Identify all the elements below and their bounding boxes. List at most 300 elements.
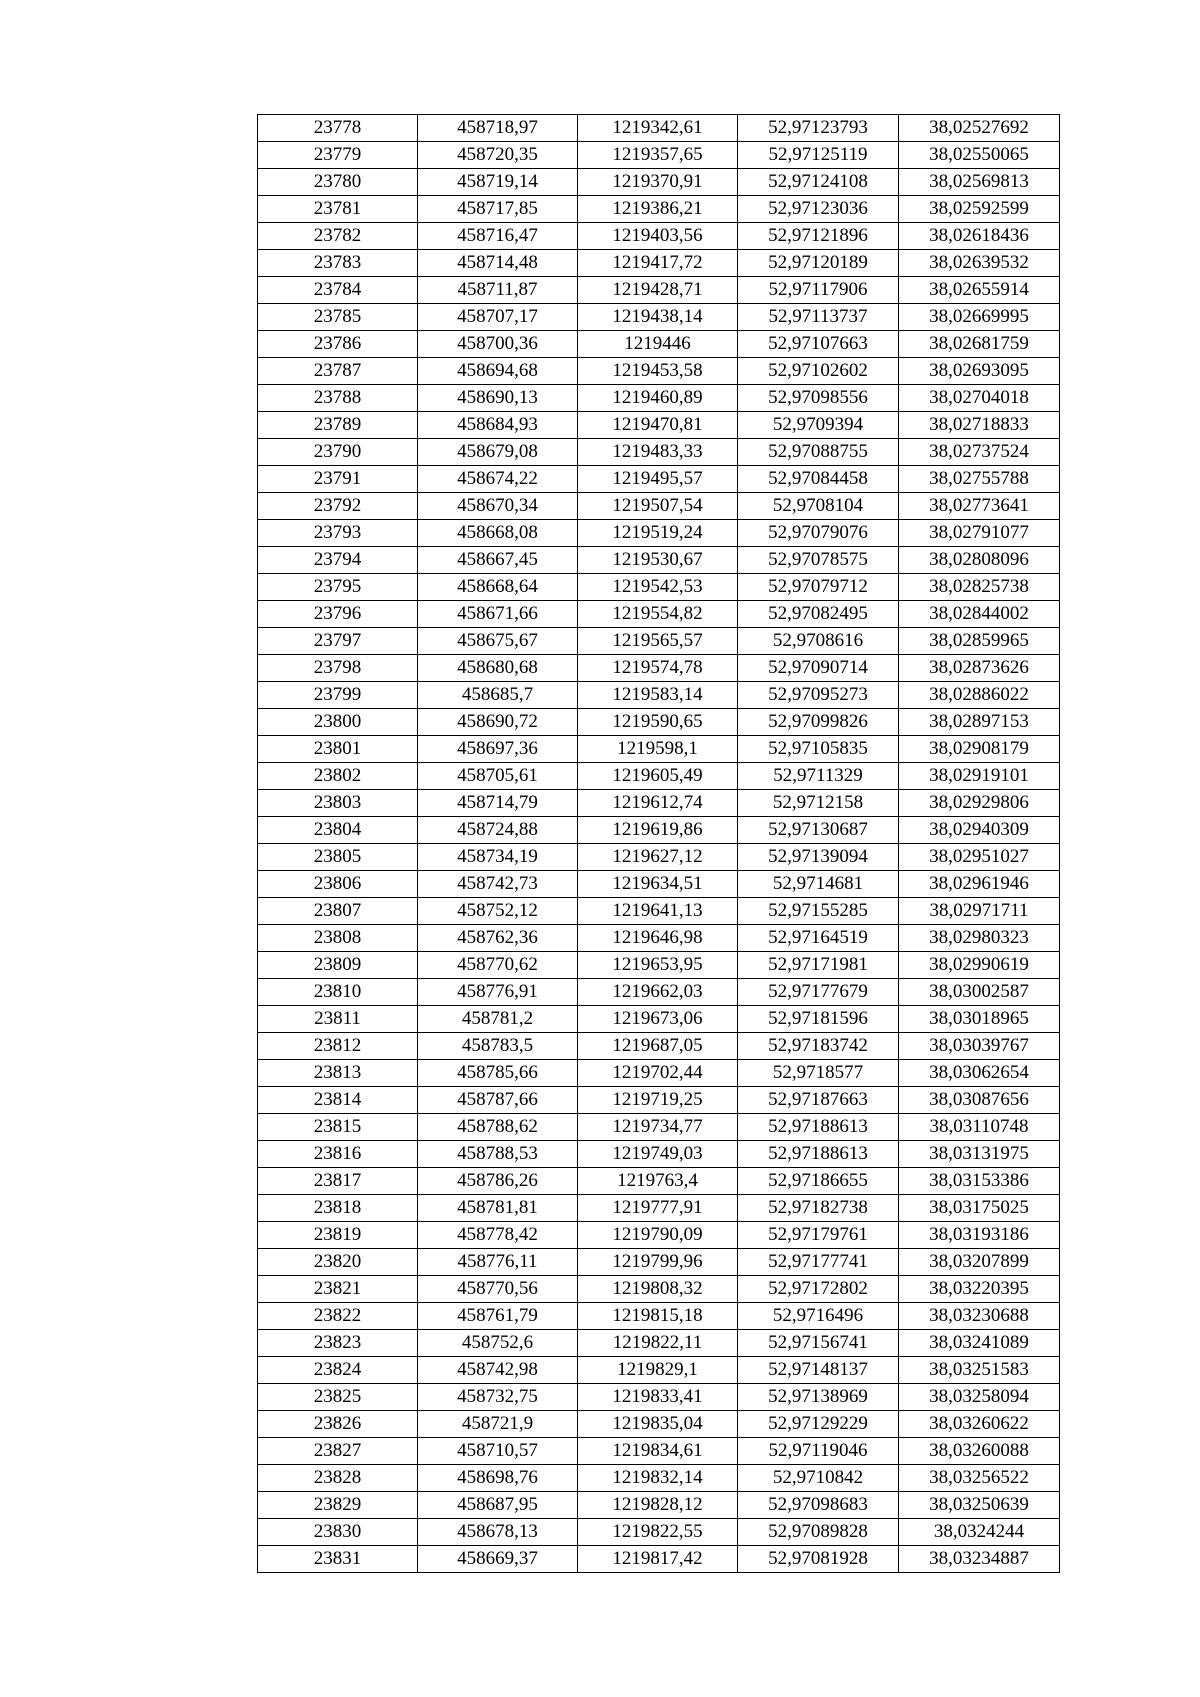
latitude-cell: 52,97113737: [738, 304, 899, 331]
table-row: [258, 1357, 1060, 1384]
point-number-cell: 23819: [258, 1222, 418, 1249]
latitude-cell: 52,97139094: [738, 844, 899, 871]
y-coordinate-cell: 1219583,14: [578, 682, 738, 709]
y-coordinate-cell: 1219574,78: [578, 655, 738, 682]
y-coordinate-cell: 1219646,98: [578, 925, 738, 952]
y-coordinate-cell: 1219817,42: [578, 1546, 738, 1573]
latitude-cell: 52,97098683: [738, 1492, 899, 1519]
point-number-cell: 23816: [258, 1141, 418, 1168]
latitude-cell: 52,9709394: [738, 412, 899, 439]
y-coordinate-cell: 1219835,04: [578, 1411, 738, 1438]
point-number-cell: 23789: [258, 412, 418, 439]
x-coordinate-cell: 458690,13: [418, 385, 578, 412]
longitude-cell: 38,03062654: [899, 1060, 1060, 1087]
y-coordinate-cell: 1219460,89: [578, 385, 738, 412]
table-row: [258, 331, 1060, 358]
y-coordinate-cell: 1219822,55: [578, 1519, 738, 1546]
x-coordinate-cell: 458770,62: [418, 952, 578, 979]
latitude-cell: 52,9714681: [738, 871, 899, 898]
table-row: [258, 1168, 1060, 1195]
longitude-cell: 38,03039767: [899, 1033, 1060, 1060]
latitude-cell: 52,97177741: [738, 1249, 899, 1276]
point-number-cell: 23797: [258, 628, 418, 655]
latitude-cell: 52,97084458: [738, 466, 899, 493]
table-row: [258, 115, 1060, 142]
y-coordinate-cell: 1219719,25: [578, 1087, 738, 1114]
point-number-cell: 23782: [258, 223, 418, 250]
point-number-cell: 23825: [258, 1384, 418, 1411]
longitude-cell: 38,03087656: [899, 1087, 1060, 1114]
y-coordinate-cell: 1219403,56: [578, 223, 738, 250]
y-coordinate-cell: 1219438,14: [578, 304, 738, 331]
point-number-cell: 23784: [258, 277, 418, 304]
x-coordinate-cell: 458786,26: [418, 1168, 578, 1195]
longitude-cell: 38,03131975: [899, 1141, 1060, 1168]
longitude-cell: 38,03110748: [899, 1114, 1060, 1141]
latitude-cell: 52,97187663: [738, 1087, 899, 1114]
y-coordinate-cell: 1219565,57: [578, 628, 738, 655]
y-coordinate-cell: 1219734,77: [578, 1114, 738, 1141]
y-coordinate-cell: 1219790,09: [578, 1222, 738, 1249]
latitude-cell: 52,97079076: [738, 520, 899, 547]
x-coordinate-cell: 458674,22: [418, 466, 578, 493]
table-row: [258, 1087, 1060, 1114]
table-row: [258, 1006, 1060, 1033]
coordinates-table-body: [258, 115, 1060, 1573]
table-row: [258, 763, 1060, 790]
table-row: [258, 1384, 1060, 1411]
longitude-cell: 38,03220395: [899, 1276, 1060, 1303]
table-row: [258, 304, 1060, 331]
latitude-cell: 52,9708616: [738, 628, 899, 655]
table-row: [258, 250, 1060, 277]
y-coordinate-cell: 1219808,32: [578, 1276, 738, 1303]
x-coordinate-cell: 458679,08: [418, 439, 578, 466]
longitude-cell: 38,02655914: [899, 277, 1060, 304]
x-coordinate-cell: 458698,76: [418, 1465, 578, 1492]
table-row: [258, 1492, 1060, 1519]
x-coordinate-cell: 458714,48: [418, 250, 578, 277]
point-number-cell: 23793: [258, 520, 418, 547]
table-row: [258, 1546, 1060, 1573]
y-coordinate-cell: 1219702,44: [578, 1060, 738, 1087]
table-row: [258, 277, 1060, 304]
longitude-cell: 38,02669995: [899, 304, 1060, 331]
latitude-cell: 52,97172802: [738, 1276, 899, 1303]
longitude-cell: 38,02693095: [899, 358, 1060, 385]
latitude-cell: 52,97129229: [738, 1411, 899, 1438]
table-row: [258, 1141, 1060, 1168]
longitude-cell: 38,02897153: [899, 709, 1060, 736]
table-row: [258, 1195, 1060, 1222]
point-number-cell: 23805: [258, 844, 418, 871]
x-coordinate-cell: 458669,37: [418, 1546, 578, 1573]
x-coordinate-cell: 458719,14: [418, 169, 578, 196]
table-row: [258, 547, 1060, 574]
table-row: [258, 439, 1060, 466]
y-coordinate-cell: 1219828,12: [578, 1492, 738, 1519]
point-number-cell: 23781: [258, 196, 418, 223]
table-row: [258, 1303, 1060, 1330]
x-coordinate-cell: 458788,62: [418, 1114, 578, 1141]
table-row: [258, 412, 1060, 439]
point-number-cell: 23794: [258, 547, 418, 574]
y-coordinate-cell: 1219453,58: [578, 358, 738, 385]
longitude-cell: 38,02755788: [899, 466, 1060, 493]
point-number-cell: 23810: [258, 979, 418, 1006]
longitude-cell: 38,03258094: [899, 1384, 1060, 1411]
point-number-cell: 23809: [258, 952, 418, 979]
table-row: [258, 574, 1060, 601]
x-coordinate-cell: 458667,45: [418, 547, 578, 574]
table-row: [258, 628, 1060, 655]
table-row: [258, 925, 1060, 952]
point-number-cell: 23800: [258, 709, 418, 736]
latitude-cell: 52,97082495: [738, 601, 899, 628]
point-number-cell: 23796: [258, 601, 418, 628]
latitude-cell: 52,97181596: [738, 1006, 899, 1033]
longitude-cell: 38,02886022: [899, 682, 1060, 709]
table-row: [258, 1114, 1060, 1141]
y-coordinate-cell: 1219833,41: [578, 1384, 738, 1411]
latitude-cell: 52,97156741: [738, 1330, 899, 1357]
y-coordinate-cell: 1219370,91: [578, 169, 738, 196]
x-coordinate-cell: 458714,79: [418, 790, 578, 817]
y-coordinate-cell: 1219799,96: [578, 1249, 738, 1276]
point-number-cell: 23778: [258, 115, 418, 142]
x-coordinate-cell: 458742,73: [418, 871, 578, 898]
x-coordinate-cell: 458776,91: [418, 979, 578, 1006]
y-coordinate-cell: 1219641,13: [578, 898, 738, 925]
point-number-cell: 23812: [258, 1033, 418, 1060]
longitude-cell: 38,0324244: [899, 1519, 1060, 1546]
x-coordinate-cell: 458781,2: [418, 1006, 578, 1033]
x-coordinate-cell: 458783,5: [418, 1033, 578, 1060]
x-coordinate-cell: 458788,53: [418, 1141, 578, 1168]
table-row: [258, 871, 1060, 898]
table-row: [258, 142, 1060, 169]
table-row: [258, 1222, 1060, 1249]
longitude-cell: 38,03260622: [899, 1411, 1060, 1438]
y-coordinate-cell: 1219612,74: [578, 790, 738, 817]
latitude-cell: 52,97188613: [738, 1141, 899, 1168]
x-coordinate-cell: 458787,66: [418, 1087, 578, 1114]
y-coordinate-cell: 1219673,06: [578, 1006, 738, 1033]
point-number-cell: 23783: [258, 250, 418, 277]
latitude-cell: 52,97081928: [738, 1546, 899, 1573]
longitude-cell: 38,03153386: [899, 1168, 1060, 1195]
point-number-cell: 23803: [258, 790, 418, 817]
point-number-cell: 23813: [258, 1060, 418, 1087]
point-number-cell: 23791: [258, 466, 418, 493]
longitude-cell: 38,02919101: [899, 763, 1060, 790]
longitude-cell: 38,02808096: [899, 547, 1060, 574]
point-number-cell: 23828: [258, 1465, 418, 1492]
point-number-cell: 23815: [258, 1114, 418, 1141]
x-coordinate-cell: 458684,93: [418, 412, 578, 439]
longitude-cell: 38,02951027: [899, 844, 1060, 871]
table-row: [258, 1465, 1060, 1492]
point-number-cell: 23831: [258, 1546, 418, 1573]
y-coordinate-cell: 1219342,61: [578, 115, 738, 142]
latitude-cell: 52,97164519: [738, 925, 899, 952]
point-number-cell: 23818: [258, 1195, 418, 1222]
longitude-cell: 38,02971711: [899, 898, 1060, 925]
longitude-cell: 38,02681759: [899, 331, 1060, 358]
latitude-cell: 52,9712158: [738, 790, 899, 817]
table-row: [258, 709, 1060, 736]
latitude-cell: 52,97121896: [738, 223, 899, 250]
x-coordinate-cell: 458776,11: [418, 1249, 578, 1276]
table-row: [258, 493, 1060, 520]
y-coordinate-cell: 1219542,53: [578, 574, 738, 601]
x-coordinate-cell: 458752,6: [418, 1330, 578, 1357]
y-coordinate-cell: 1219428,71: [578, 277, 738, 304]
latitude-cell: 52,97138969: [738, 1384, 899, 1411]
point-number-cell: 23806: [258, 871, 418, 898]
y-coordinate-cell: 1219519,24: [578, 520, 738, 547]
longitude-cell: 38,02718833: [899, 412, 1060, 439]
longitude-cell: 38,02791077: [899, 520, 1060, 547]
x-coordinate-cell: 458700,36: [418, 331, 578, 358]
point-number-cell: 23820: [258, 1249, 418, 1276]
y-coordinate-cell: 1219357,65: [578, 142, 738, 169]
y-coordinate-cell: 1219530,67: [578, 547, 738, 574]
longitude-cell: 38,02704018: [899, 385, 1060, 412]
point-number-cell: 23795: [258, 574, 418, 601]
longitude-cell: 38,03207899: [899, 1249, 1060, 1276]
y-coordinate-cell: 1219627,12: [578, 844, 738, 871]
longitude-cell: 38,02618436: [899, 223, 1060, 250]
x-coordinate-cell: 458720,35: [418, 142, 578, 169]
table-row: [258, 1033, 1060, 1060]
point-number-cell: 23811: [258, 1006, 418, 1033]
latitude-cell: 52,97125119: [738, 142, 899, 169]
x-coordinate-cell: 458785,66: [418, 1060, 578, 1087]
longitude-cell: 38,03256522: [899, 1465, 1060, 1492]
longitude-cell: 38,03251583: [899, 1357, 1060, 1384]
latitude-cell: 52,97155285: [738, 898, 899, 925]
table-row: [258, 358, 1060, 385]
point-number-cell: 23780: [258, 169, 418, 196]
latitude-cell: 52,97179761: [738, 1222, 899, 1249]
latitude-cell: 52,97171981: [738, 952, 899, 979]
x-coordinate-cell: 458705,61: [418, 763, 578, 790]
longitude-cell: 38,03230688: [899, 1303, 1060, 1330]
coordinates-table: [257, 114, 1060, 1573]
y-coordinate-cell: 1219832,14: [578, 1465, 738, 1492]
latitude-cell: 52,9716496: [738, 1303, 899, 1330]
table-row: [258, 1411, 1060, 1438]
point-number-cell: 23822: [258, 1303, 418, 1330]
longitude-cell: 38,02825738: [899, 574, 1060, 601]
table-row: [258, 844, 1060, 871]
latitude-cell: 52,97099826: [738, 709, 899, 736]
point-number-cell: 23830: [258, 1519, 418, 1546]
point-number-cell: 23808: [258, 925, 418, 952]
y-coordinate-cell: 1219590,65: [578, 709, 738, 736]
point-number-cell: 23817: [258, 1168, 418, 1195]
point-number-cell: 23821: [258, 1276, 418, 1303]
point-number-cell: 23807: [258, 898, 418, 925]
table-row: [258, 520, 1060, 547]
latitude-cell: 52,97102602: [738, 358, 899, 385]
x-coordinate-cell: 458761,79: [418, 1303, 578, 1330]
table-row: [258, 817, 1060, 844]
point-number-cell: 23829: [258, 1492, 418, 1519]
latitude-cell: 52,97123036: [738, 196, 899, 223]
x-coordinate-cell: 458770,56: [418, 1276, 578, 1303]
latitude-cell: 52,97098556: [738, 385, 899, 412]
latitude-cell: 52,97117906: [738, 277, 899, 304]
longitude-cell: 38,02844002: [899, 601, 1060, 628]
longitude-cell: 38,03002587: [899, 979, 1060, 1006]
table-row: [258, 736, 1060, 763]
x-coordinate-cell: 458697,36: [418, 736, 578, 763]
table-row: [258, 1276, 1060, 1303]
x-coordinate-cell: 458716,47: [418, 223, 578, 250]
x-coordinate-cell: 458717,85: [418, 196, 578, 223]
longitude-cell: 38,02908179: [899, 736, 1060, 763]
point-number-cell: 23779: [258, 142, 418, 169]
longitude-cell: 38,02639532: [899, 250, 1060, 277]
table-row: [258, 1519, 1060, 1546]
table-row: [258, 466, 1060, 493]
x-coordinate-cell: 458680,68: [418, 655, 578, 682]
longitude-cell: 38,02737524: [899, 439, 1060, 466]
point-number-cell: 23799: [258, 682, 418, 709]
longitude-cell: 38,03260088: [899, 1438, 1060, 1465]
table-row: [258, 385, 1060, 412]
x-coordinate-cell: 458668,08: [418, 520, 578, 547]
longitude-cell: 38,03241089: [899, 1330, 1060, 1357]
x-coordinate-cell: 458724,88: [418, 817, 578, 844]
latitude-cell: 52,97088755: [738, 439, 899, 466]
point-number-cell: 23823: [258, 1330, 418, 1357]
longitude-cell: 38,03250639: [899, 1492, 1060, 1519]
x-coordinate-cell: 458718,97: [418, 115, 578, 142]
x-coordinate-cell: 458670,34: [418, 493, 578, 520]
y-coordinate-cell: 1219829,1: [578, 1357, 738, 1384]
point-number-cell: 23788: [258, 385, 418, 412]
x-coordinate-cell: 458711,87: [418, 277, 578, 304]
latitude-cell: 52,97123793: [738, 115, 899, 142]
longitude-cell: 38,02980323: [899, 925, 1060, 952]
table-row: [258, 1249, 1060, 1276]
y-coordinate-cell: 1219834,61: [578, 1438, 738, 1465]
x-coordinate-cell: 458675,67: [418, 628, 578, 655]
table-row: [258, 1330, 1060, 1357]
y-coordinate-cell: 1219495,57: [578, 466, 738, 493]
latitude-cell: 52,97124108: [738, 169, 899, 196]
point-number-cell: 23814: [258, 1087, 418, 1114]
longitude-cell: 38,02527692: [899, 115, 1060, 142]
table-row: [258, 952, 1060, 979]
latitude-cell: 52,97078575: [738, 547, 899, 574]
latitude-cell: 52,9711329: [738, 763, 899, 790]
point-number-cell: 23824: [258, 1357, 418, 1384]
x-coordinate-cell: 458707,17: [418, 304, 578, 331]
y-coordinate-cell: 1219662,03: [578, 979, 738, 1006]
latitude-cell: 52,97177679: [738, 979, 899, 1006]
y-coordinate-cell: 1219653,95: [578, 952, 738, 979]
latitude-cell: 52,97089828: [738, 1519, 899, 1546]
table-row: [258, 169, 1060, 196]
latitude-cell: 52,9718577: [738, 1060, 899, 1087]
longitude-cell: 38,02592599: [899, 196, 1060, 223]
point-number-cell: 23787: [258, 358, 418, 385]
point-number-cell: 23826: [258, 1411, 418, 1438]
latitude-cell: 52,9708104: [738, 493, 899, 520]
point-number-cell: 23785: [258, 304, 418, 331]
y-coordinate-cell: 1219605,49: [578, 763, 738, 790]
point-number-cell: 23786: [258, 331, 418, 358]
y-coordinate-cell: 1219749,03: [578, 1141, 738, 1168]
x-coordinate-cell: 458732,75: [418, 1384, 578, 1411]
x-coordinate-cell: 458752,12: [418, 898, 578, 925]
latitude-cell: 52,97183742: [738, 1033, 899, 1060]
latitude-cell: 52,9710842: [738, 1465, 899, 1492]
longitude-cell: 38,02773641: [899, 493, 1060, 520]
latitude-cell: 52,97130687: [738, 817, 899, 844]
x-coordinate-cell: 458687,95: [418, 1492, 578, 1519]
table-row: [258, 655, 1060, 682]
y-coordinate-cell: 1219554,82: [578, 601, 738, 628]
latitude-cell: 52,97105835: [738, 736, 899, 763]
x-coordinate-cell: 458690,72: [418, 709, 578, 736]
point-number-cell: 23802: [258, 763, 418, 790]
y-coordinate-cell: 1219619,86: [578, 817, 738, 844]
y-coordinate-cell: 1219417,72: [578, 250, 738, 277]
table-row: [258, 1438, 1060, 1465]
table-row: [258, 790, 1060, 817]
y-coordinate-cell: 1219763,4: [578, 1168, 738, 1195]
latitude-cell: 52,97119046: [738, 1438, 899, 1465]
y-coordinate-cell: 1219777,91: [578, 1195, 738, 1222]
table-row: [258, 898, 1060, 925]
latitude-cell: 52,97188613: [738, 1114, 899, 1141]
point-number-cell: 23790: [258, 439, 418, 466]
x-coordinate-cell: 458721,9: [418, 1411, 578, 1438]
point-number-cell: 23792: [258, 493, 418, 520]
table-row: [258, 1060, 1060, 1087]
point-number-cell: 23804: [258, 817, 418, 844]
x-coordinate-cell: 458668,64: [418, 574, 578, 601]
x-coordinate-cell: 458694,68: [418, 358, 578, 385]
table-row: [258, 601, 1060, 628]
table-row: [258, 196, 1060, 223]
x-coordinate-cell: 458685,7: [418, 682, 578, 709]
y-coordinate-cell: 1219507,54: [578, 493, 738, 520]
point-number-cell: 23827: [258, 1438, 418, 1465]
point-number-cell: 23798: [258, 655, 418, 682]
longitude-cell: 38,03234887: [899, 1546, 1060, 1573]
y-coordinate-cell: 1219470,81: [578, 412, 738, 439]
latitude-cell: 52,97120189: [738, 250, 899, 277]
longitude-cell: 38,03175025: [899, 1195, 1060, 1222]
y-coordinate-cell: 1219446: [578, 331, 738, 358]
y-coordinate-cell: 1219598,1: [578, 736, 738, 763]
x-coordinate-cell: 458734,19: [418, 844, 578, 871]
table-row: [258, 682, 1060, 709]
x-coordinate-cell: 458778,42: [418, 1222, 578, 1249]
y-coordinate-cell: 1219386,21: [578, 196, 738, 223]
longitude-cell: 38,03193186: [899, 1222, 1060, 1249]
longitude-cell: 38,03018965: [899, 1006, 1060, 1033]
table-row: [258, 979, 1060, 1006]
longitude-cell: 38,02990619: [899, 952, 1060, 979]
x-coordinate-cell: 458710,57: [418, 1438, 578, 1465]
